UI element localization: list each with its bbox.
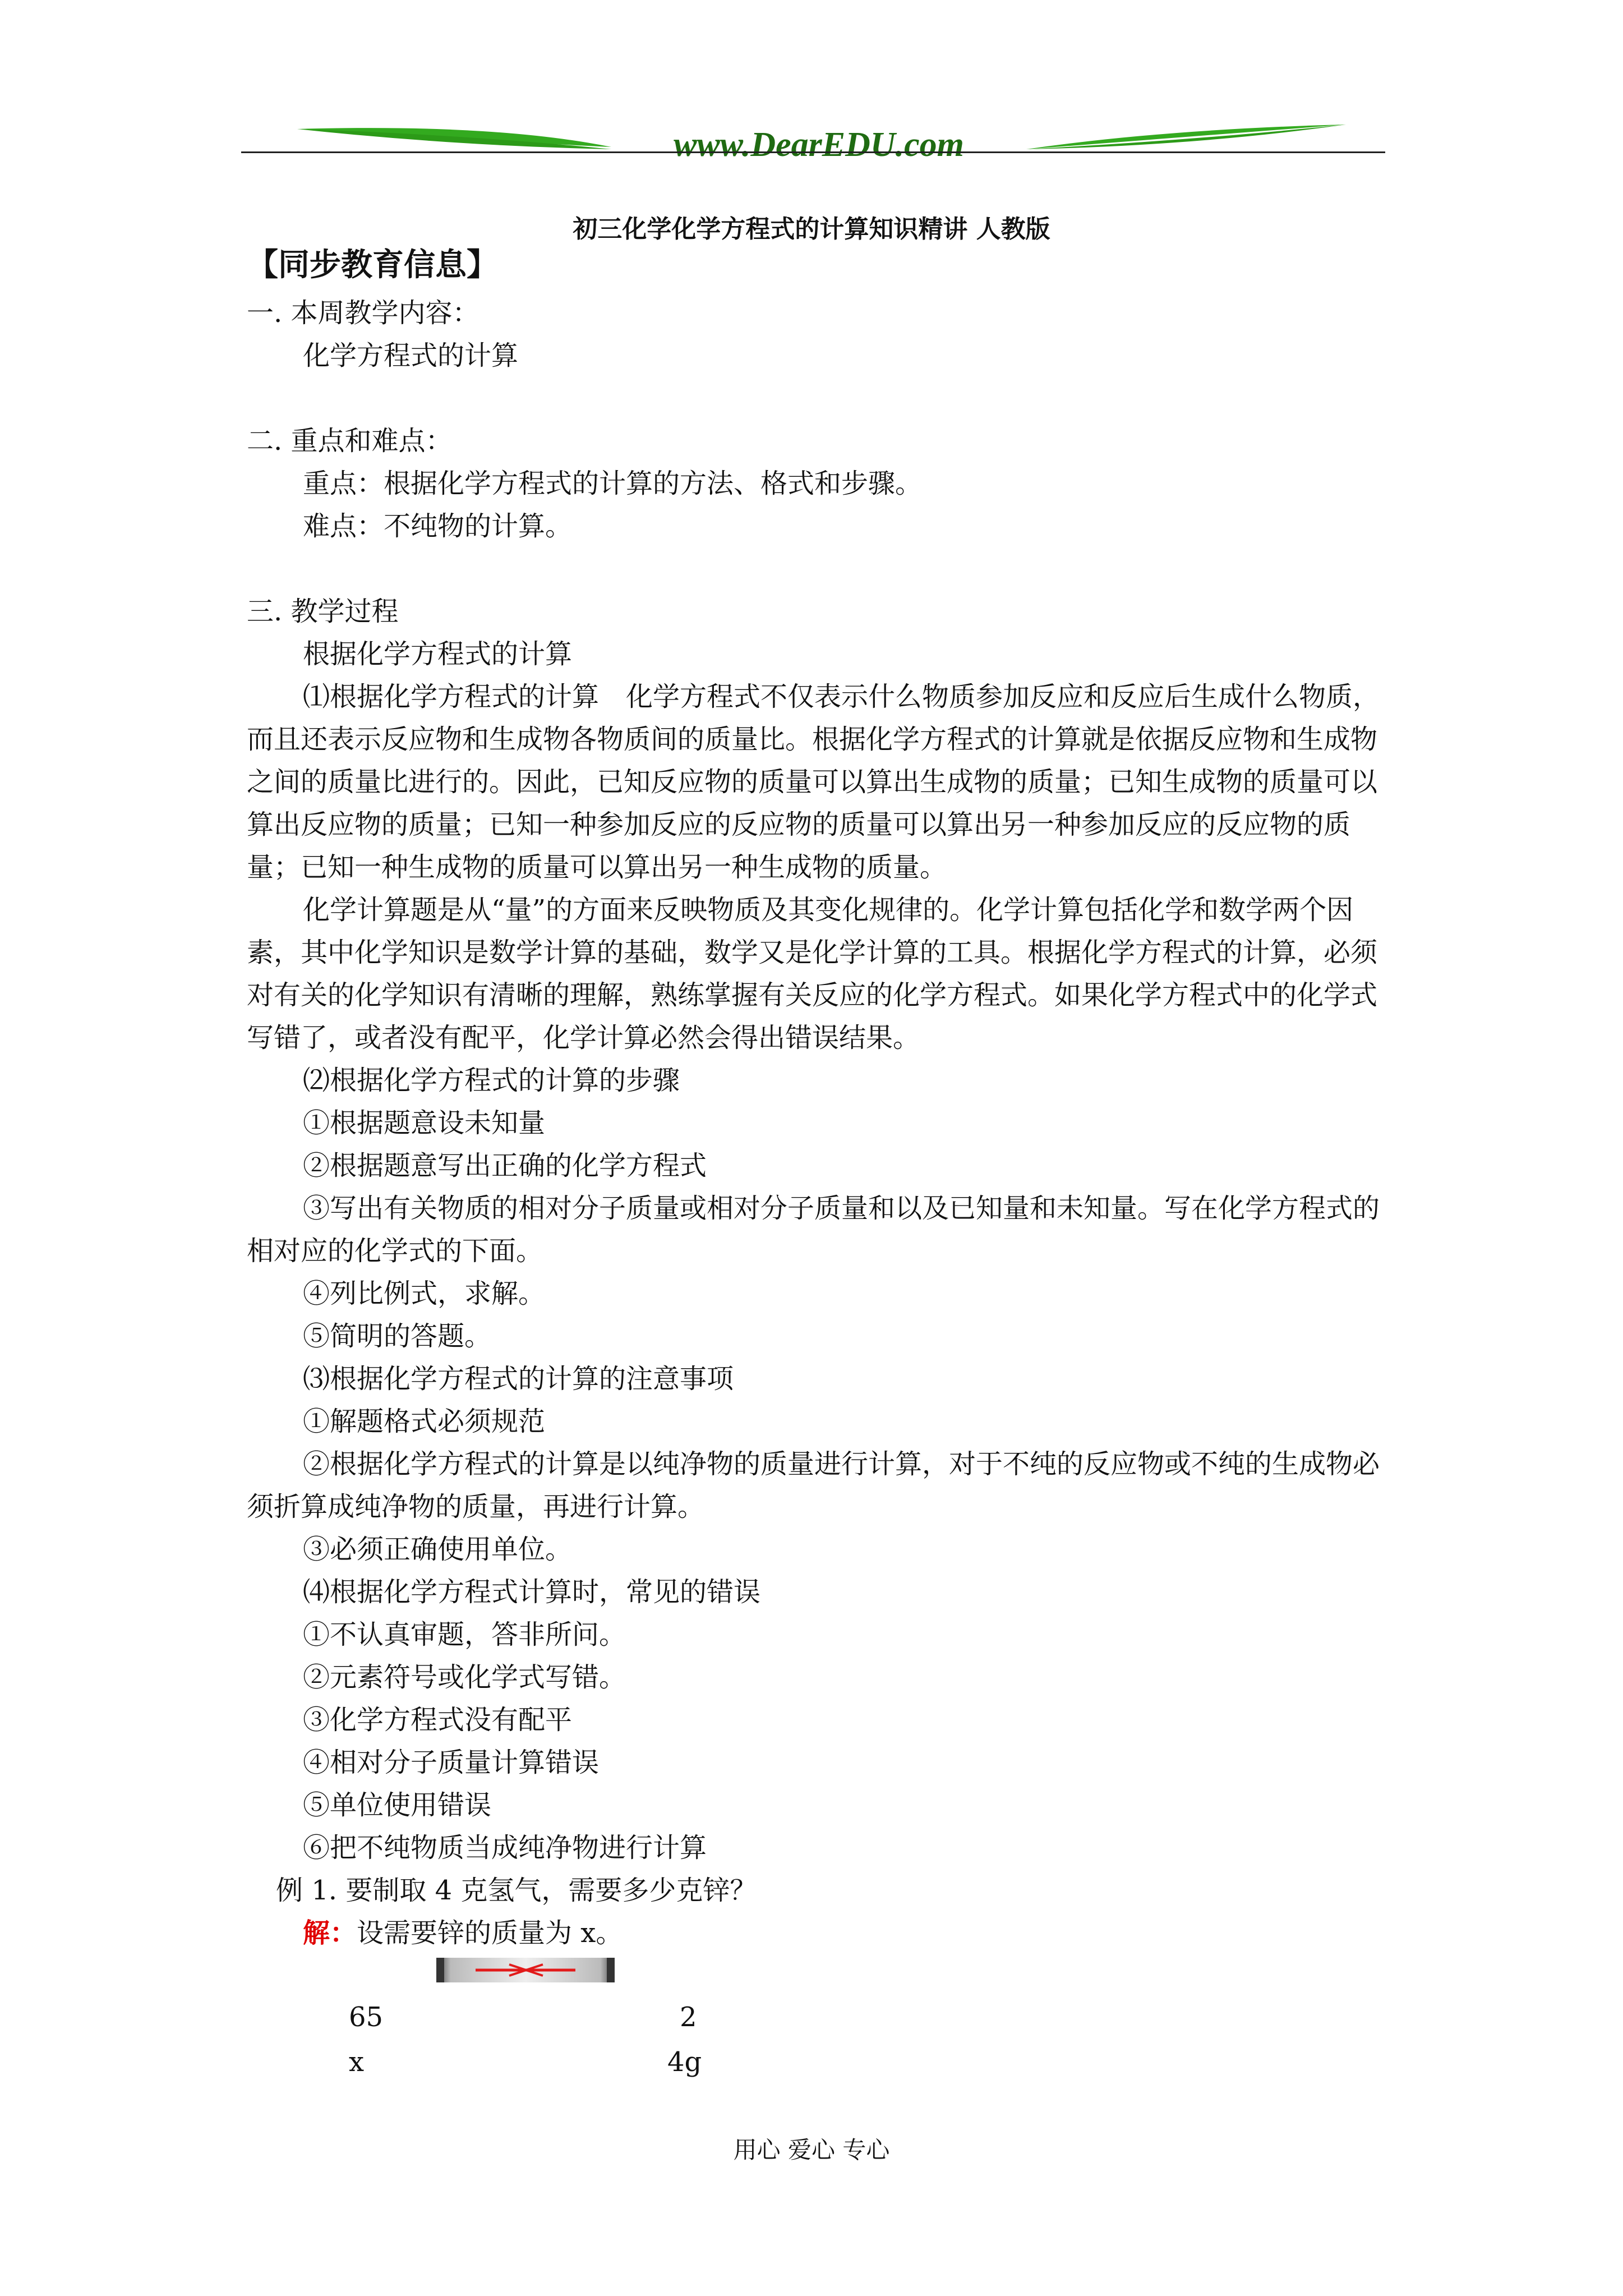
error-6: ⑥把不纯物质当成纯净物进行计算 [303, 1832, 707, 1864]
solution-text: 设需要锌的质量为 x。 [357, 1917, 623, 1949]
para-1: ⑴根据化学方程式的计算 化学方程式不仅表示什么物质参加反应和反应后生成什么物质，而且还表示反应物和生成物各物质间的质量比。根据化学方程式的计算就是依据反应物和生成物之间的质量比进行的。因此，已知反应物的质量可以算出生成物的质量；已知生成物的质量可以算出反应物的质量；已知一种参加反应的反应物的质量可以算出另一种参加反应的反应物的质量；已知一种生成物的质量可以算出另一种生成物的质量。 [247, 681, 1380, 883]
page-title: 初三化学化学方程式的计算知识精讲 人教版 [573, 215, 1050, 243]
example-solution [247, 1912, 1402, 1954]
error-5: ⑤单位使用错误 [303, 1789, 492, 1821]
steps-heading: ⑵根据化学方程式的计算的步骤 [303, 1065, 680, 1096]
equation-row1-left: 65 [349, 2001, 384, 2033]
error-2: ②元素符号或化学式写错。 [303, 1662, 626, 1693]
page-footer: 用心 爱心 专心 [733, 2136, 890, 2164]
s2-line1: 重点：根据化学方程式的计算的方法、格式和步骤。 [303, 468, 923, 499]
para-2: 化学计算题是从“量”的方面来反映物质及其变化规律的。化学计算包括化学和数学两个因素，其中化学知识是数学计算的基础，数学又是化学计算的工具。根据化学方程式的计算，必须对有关的化学知识有清晰的理解，熟练掌握有关反应的化学方程式。如果化学方程式中的化学式写错了，或者没有配平，化学计算必然会得出错误结果。 [247, 894, 1378, 1053]
step-3: ③写出有关物质的相对分子质量或相对分子质量和以及已知量和未知量。写在化学方程式的相对应的化学式的下面。 [247, 1193, 1380, 1267]
example-question: 例 1. 要制取 4 克氢气，需要多少克锌？ [276, 1875, 757, 1906]
s3-sub: 根据化学方程式的计算 [303, 638, 573, 670]
notes-heading: ⑶根据化学方程式的计算的注意事项 [303, 1363, 734, 1395]
error-1: ①不认真审题，答非所问。 [303, 1619, 626, 1650]
equation-row2-left: x [349, 2046, 365, 2078]
step-4: ④列比例式，求解。 [303, 1278, 546, 1309]
error-4: ④相对分子质量计算错误 [303, 1747, 600, 1778]
s1-body: 化学方程式的计算 [303, 340, 519, 371]
error-3: ③化学方程式没有配平 [303, 1704, 573, 1736]
document-body [247, 292, 1402, 1954]
note-3: ③必须正确使用单位。 [303, 1534, 573, 1565]
equation-row1-right: 2 [680, 2001, 697, 2033]
step-1: ①根据题意设未知量 [303, 1107, 546, 1139]
header-divider [241, 151, 1385, 153]
section-heading: 【同步教育信息】 [247, 246, 498, 283]
note-1: ①解题格式必须规范 [303, 1406, 546, 1437]
step-5: ⑤简明的答题。 [303, 1320, 492, 1352]
s3-heading: 三. 教学过程 [247, 596, 399, 627]
solution-label: 解： [303, 1917, 357, 1949]
logo-text: www.DearEDU.com [674, 126, 964, 163]
s2-heading: 二. 重点和难点： [247, 425, 453, 457]
errors-heading: ⑷根据化学方程式计算时，常见的错误 [303, 1576, 761, 1608]
dearedu-logo [297, 112, 1346, 163]
step-2: ②根据题意写出正确的化学方程式 [303, 1150, 707, 1181]
note-2: ②根据化学方程式的计算是以纯净物的质量进行计算，对于不纯的反应物或不纯的生成物必须折算成纯净物的质量，再进行计算。 [247, 1448, 1380, 1522]
s2-line2: 难点：不纯物的计算。 [303, 510, 573, 542]
equation-row2-right: 4g [667, 2046, 702, 2078]
s1-heading: 一. 本周教学内容： [247, 297, 479, 329]
reaction-equation-image [436, 1958, 615, 1982]
